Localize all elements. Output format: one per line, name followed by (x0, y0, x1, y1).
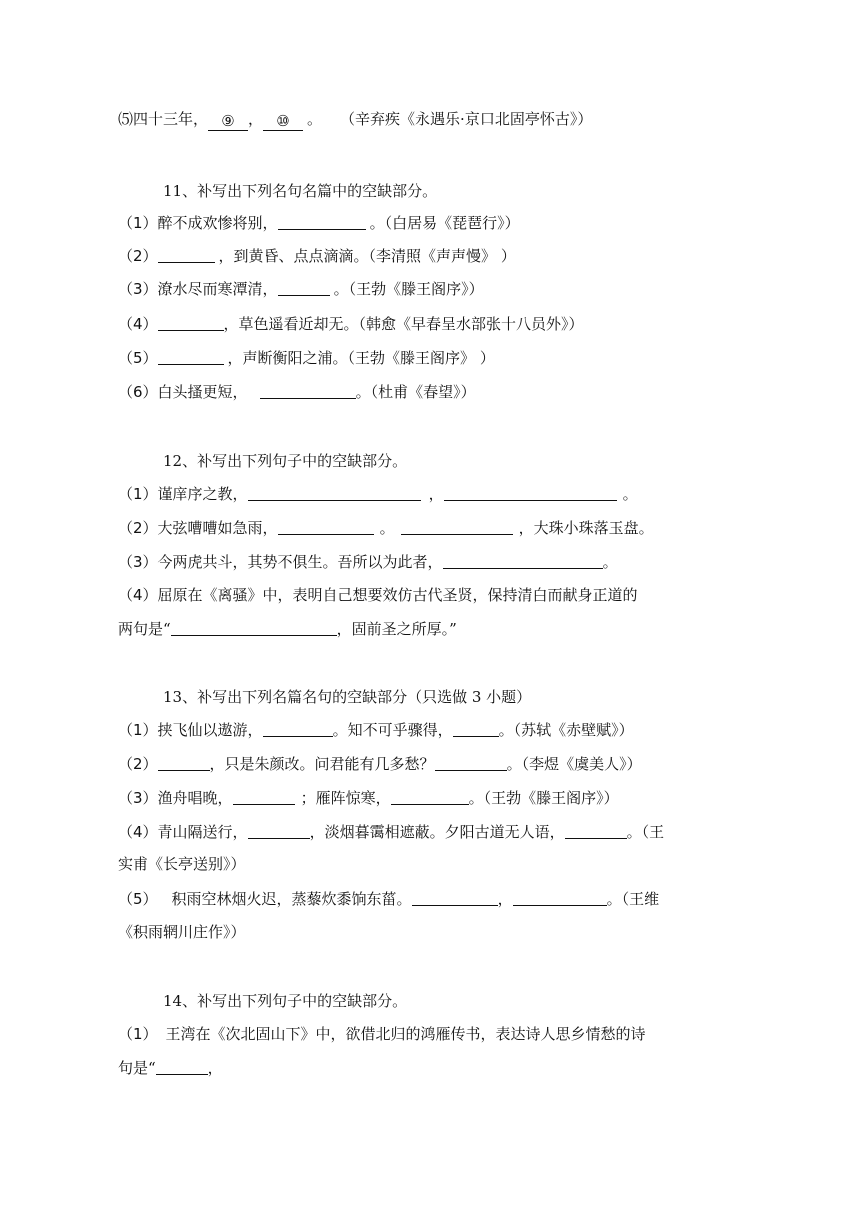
q12-title: 12、补写出下列句子中的空缺部分。 (163, 452, 408, 470)
item-source: ，到黄昏、点点滴滴。（李清照《声声慢》 ） (218, 247, 516, 265)
item-number: （2） (118, 247, 158, 265)
item-text: 积雨空林烟火迟，蒸藜炊黍饷东菑。 (171, 890, 412, 908)
item-number: （1） (118, 721, 158, 739)
answer-blank[interactable] (260, 382, 356, 399)
item-source: ，草色遥看近却无。（韩愈《早春呈水部张十八员外》） (223, 315, 584, 333)
q11-item-1 (118, 212, 520, 234)
item-text: 潦水尽而寒潭清， (157, 280, 278, 298)
item-source: 。（王 (626, 823, 665, 841)
answer-blank[interactable] (412, 889, 498, 906)
item-number: （4） (118, 823, 158, 841)
item-text: 屈原在《离骚》中，表明自己想要效仿古代圣贤，保持清白而献身正道的 (157, 586, 638, 604)
answer-blank[interactable] (248, 822, 310, 839)
item-text: 句是“ (118, 1059, 156, 1077)
item-text: ，只是朱颜改。问君能有几多愁？ (209, 755, 435, 773)
answer-blank[interactable] (443, 552, 603, 569)
item-number: （6） (118, 383, 158, 401)
item-number: （4） (118, 586, 158, 604)
item-text: ，固前圣之所厚。” (336, 620, 457, 638)
q13-item-5 (118, 888, 659, 910)
item-source: （辛弃疾《永遇乐·京口北固亭怀古》） (340, 110, 593, 128)
q11-item-4 (118, 313, 584, 335)
answer-blank[interactable] (233, 788, 295, 805)
item-number: （1） (118, 214, 158, 232)
item-text: 白头搔更短， (157, 383, 248, 401)
item-text: 醉不成欢惨将别， (157, 214, 278, 232)
item-source: 。（王维 (606, 890, 660, 908)
item-source: 。（苏轼《赤壁赋》） (498, 721, 634, 739)
item-number: （2） (118, 519, 158, 537)
answer-blank[interactable] (278, 518, 374, 535)
item-source: 《积雨辋川庄作》） (118, 923, 246, 941)
item-source: 。（白居易《琵琶行》） (369, 214, 520, 232)
item-source: ，声断衡阳之浦。（王勃《滕王阁序》 ） (227, 349, 495, 367)
q11-item-3 (118, 278, 484, 300)
item-text: ， (428, 485, 444, 503)
item-text: 挟飞仙以遨游， (157, 721, 263, 739)
answer-blank[interactable] (248, 484, 421, 501)
answer-blank[interactable] (565, 822, 627, 839)
item-number: （4） (118, 315, 158, 333)
item-text: ，淡烟暮霭相遮蔽。夕阳古道无人语， (309, 823, 565, 841)
answer-blank[interactable] (435, 754, 507, 771)
answer-blank[interactable] (158, 348, 224, 365)
q14-item-1 (118, 1023, 646, 1045)
answer-blank[interactable] (156, 1058, 208, 1075)
item-number: （1） (118, 485, 158, 503)
q13-item-5-line2 (118, 921, 246, 943)
item-label: ⑸四十三年， (118, 110, 209, 128)
item-text: 。 (602, 553, 618, 571)
item-number: （3） (118, 280, 158, 298)
item-number: （1） (118, 1025, 158, 1043)
q13-item-4 (118, 821, 664, 843)
q12-item-1 (118, 483, 638, 505)
item-text: 青山隔送行， (157, 823, 248, 841)
item-text: 今两虎共斗，其势不俱生。吾所以为此者， (157, 553, 443, 571)
item-text: 。 (379, 519, 395, 537)
item-source: 。（李煜《虞美人》） (506, 755, 642, 773)
item-text: 。 (622, 485, 638, 503)
blank-10[interactable]: ⑩ (263, 112, 303, 131)
q13-title: 13、补写出下列名篇名句的空缺部分（只选做 3 小题） (163, 688, 532, 706)
answer-blank[interactable] (513, 889, 607, 906)
answer-blank[interactable] (158, 754, 210, 771)
item-source: 。（王勃《滕王阁序》） (468, 789, 619, 807)
item-number: （3） (118, 789, 158, 807)
answer-blank[interactable] (171, 619, 337, 636)
answer-blank[interactable] (391, 788, 469, 805)
item-text: ，大珠小珠落玉盘。 (518, 519, 654, 537)
item-text: ， (497, 890, 513, 908)
item-text: ；雁阵惊寒， (300, 789, 391, 807)
comma: ， (248, 110, 264, 128)
answer-blank[interactable] (278, 279, 330, 296)
item-text: ， (207, 1059, 223, 1077)
answer-blank[interactable] (401, 518, 513, 535)
answer-blank[interactable] (453, 720, 499, 737)
item-source: 实甫《长亭送别》） (118, 855, 246, 873)
q11-item-2 (118, 245, 516, 267)
item-text: 渔舟唱晚， (157, 789, 233, 807)
item-text: 。知不可乎骤得， (332, 721, 453, 739)
q12-item-4 (118, 584, 638, 606)
q14-title: 14、补写出下列句子中的空缺部分。 (163, 992, 408, 1010)
item-source: 。（王勃《滕王阁序》） (333, 280, 484, 298)
answer-blank[interactable] (263, 720, 333, 737)
q10-item-5 (118, 108, 592, 131)
item-text: 大弦嘈嘈如急雨， (157, 519, 278, 537)
q11-item-6 (118, 381, 476, 403)
item-text: 谨庠序之教， (157, 485, 248, 503)
period: 。 (307, 110, 323, 128)
q14-item-1-line2 (118, 1057, 223, 1079)
item-text: 王湾在《次北固山下》中，欲借北归的鸿雁传书，表达诗人思乡情愁的诗 (165, 1025, 646, 1043)
blank-9[interactable]: ⑨ (208, 112, 248, 131)
answer-blank[interactable] (158, 246, 215, 263)
answer-blank[interactable] (158, 314, 224, 331)
q12-item-2 (118, 517, 654, 539)
q11-item-5 (118, 347, 495, 369)
q13-item-4-line2 (118, 853, 246, 875)
q13-item-2 (118, 753, 642, 775)
q11-title: 11、补写出下列名句名篇中的空缺部分。 (163, 182, 438, 200)
q13-item-1 (118, 719, 634, 741)
q12-item-4-line2 (118, 618, 457, 640)
item-source: 。（杜甫《春望》） (355, 383, 476, 401)
item-text: 两句是“ (118, 620, 171, 638)
answer-blank[interactable] (444, 484, 617, 501)
q13-item-3 (118, 787, 619, 809)
item-number: （2） (118, 755, 158, 773)
q12-item-3 (118, 551, 618, 573)
answer-blank[interactable] (278, 213, 366, 230)
item-number: （5） (118, 349, 158, 367)
item-number: （3） (118, 553, 158, 571)
item-number: （5） (118, 890, 158, 908)
